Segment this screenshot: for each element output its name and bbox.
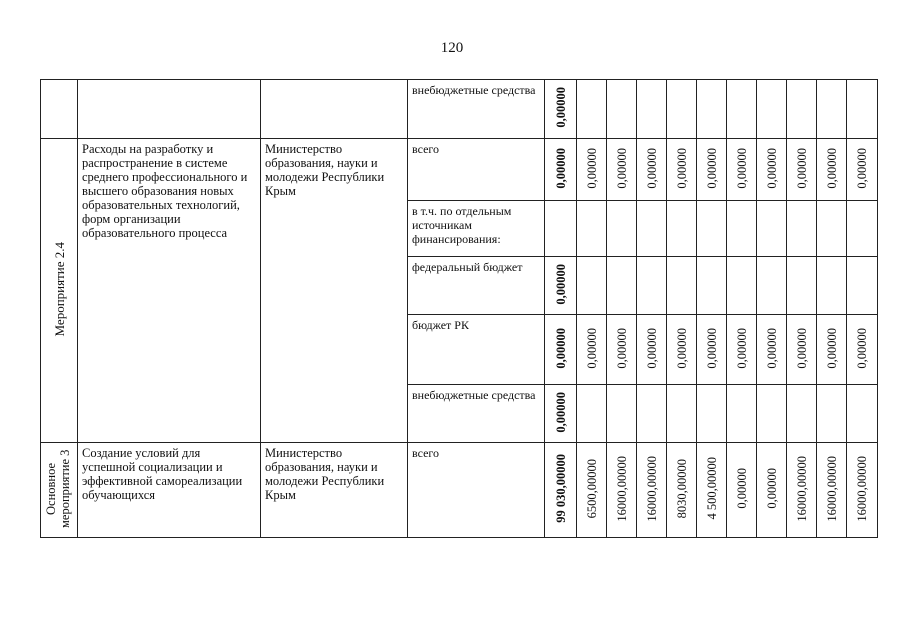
amount-value: 0,00000 xyxy=(794,147,809,189)
source-cell: внебюджетные средства xyxy=(408,80,545,139)
empty-cell xyxy=(697,257,727,315)
empty-cell xyxy=(607,201,637,257)
total-cell xyxy=(545,257,577,315)
empty-cell xyxy=(667,201,697,257)
amount-value: 0,00000 xyxy=(734,327,749,369)
empty-cell xyxy=(847,385,878,443)
year-amount-cell xyxy=(637,315,667,385)
year-amount-cell xyxy=(577,315,607,385)
empty-cell xyxy=(607,257,637,315)
empty-cell xyxy=(727,257,757,315)
table-row xyxy=(41,80,878,139)
amount-value: 0,00000 xyxy=(553,263,568,305)
empty-cell xyxy=(787,80,817,139)
source-cell: бюджет РК xyxy=(408,315,545,385)
total-cell xyxy=(545,443,577,538)
year-amount-cell xyxy=(817,315,847,385)
empty-cell xyxy=(727,80,757,139)
budget-table xyxy=(40,79,878,538)
empty-cell xyxy=(697,385,727,443)
amount-value: 0,00000 xyxy=(704,327,719,369)
amount-value: 16000,00000 xyxy=(614,455,629,522)
empty-cell xyxy=(757,385,787,443)
amount-value: 0,00000 xyxy=(584,147,599,189)
measure-description: Создание условий для успешной социализации и эффективной самореализации обучающихся xyxy=(78,443,261,538)
source-cell: в т.ч. по отдельным источникам финансирования: xyxy=(408,201,545,257)
empty-cell xyxy=(41,80,78,139)
year-amount-cell xyxy=(787,315,817,385)
empty-cell xyxy=(847,201,878,257)
empty-cell xyxy=(607,385,637,443)
year-amount-cell xyxy=(607,139,637,201)
amount-value: 0,00000 xyxy=(855,147,869,189)
empty-cell xyxy=(727,385,757,443)
amount-value: 0,00000 xyxy=(855,327,869,369)
empty-cell xyxy=(817,201,847,257)
amount-value: 0,00000 xyxy=(734,468,749,509)
empty-cell xyxy=(817,257,847,315)
year-amount-cell xyxy=(637,443,667,538)
empty-cell xyxy=(667,385,697,443)
amount-value: 0,00000 xyxy=(824,147,839,189)
empty-cell xyxy=(607,80,637,139)
amount-value: 0,00000 xyxy=(553,327,568,369)
year-amount-cell xyxy=(667,315,697,385)
measure-label: Мероприятие 2.4 xyxy=(51,241,67,337)
year-amount-cell xyxy=(577,443,607,538)
year-amount-cell xyxy=(727,139,757,201)
year-amount-cell xyxy=(847,139,878,201)
table-row xyxy=(41,443,878,538)
amount-value: 0,00000 xyxy=(764,468,779,509)
year-amount-cell xyxy=(727,315,757,385)
amount-value: 0,00000 xyxy=(614,327,629,369)
year-amount-cell xyxy=(787,139,817,201)
measure-label: Основное мероприятие 3 xyxy=(44,449,72,528)
empty-cell xyxy=(787,257,817,315)
amount-value: 0,00000 xyxy=(553,87,568,128)
empty-cell xyxy=(757,80,787,139)
empty-cell xyxy=(577,385,607,443)
empty-cell xyxy=(757,257,787,315)
source-cell: федеральный бюджет xyxy=(408,257,545,315)
amount-value: 16000,00000 xyxy=(644,455,659,522)
amount-value: 8030,00000 xyxy=(674,458,689,519)
year-amount-cell xyxy=(787,443,817,538)
year-amount-cell xyxy=(847,443,878,538)
empty-cell xyxy=(577,257,607,315)
total-cell xyxy=(545,80,577,139)
amount-value: 0,00000 xyxy=(764,327,779,369)
year-amount-cell xyxy=(607,443,637,538)
empty-cell xyxy=(817,80,847,139)
amount-value: 0,00000 xyxy=(553,147,568,189)
year-amount-cell xyxy=(697,443,727,538)
measure-label-cell xyxy=(41,443,78,538)
amount-value: 4 500,00000 xyxy=(704,457,719,520)
year-amount-cell xyxy=(607,315,637,385)
year-amount-cell xyxy=(757,139,787,201)
amount-value: 0,00000 xyxy=(704,147,719,189)
total-cell xyxy=(545,385,577,443)
year-amount-cell xyxy=(847,315,878,385)
empty-cell xyxy=(787,201,817,257)
year-amount-cell xyxy=(667,139,697,201)
amount-value: 0,00000 xyxy=(734,147,749,189)
amount-value: 0,00000 xyxy=(674,327,689,369)
empty-cell xyxy=(637,201,667,257)
source-cell: всего xyxy=(408,443,545,538)
measure-executor: Министерство образования, науки и молодежи Республики Крым xyxy=(261,443,408,538)
amount-value: 0,00000 xyxy=(614,147,629,189)
measure-description: Расходы на разработку и распространение в системе среднего профессионального и высшего образования новых образовательных технологий, форм организации образовательного процесса xyxy=(78,139,261,443)
amount-value: 6500,00000 xyxy=(584,458,599,519)
year-amount-cell xyxy=(697,315,727,385)
year-amount-cell xyxy=(817,443,847,538)
year-amount-cell xyxy=(757,443,787,538)
year-amount-cell xyxy=(577,139,607,201)
year-amount-cell xyxy=(727,443,757,538)
amount-value: 16000,00000 xyxy=(794,455,809,522)
year-amount-cell xyxy=(697,139,727,201)
amount-value: 0,00000 xyxy=(553,391,568,433)
empty-cell xyxy=(637,80,667,139)
empty-cell xyxy=(727,201,757,257)
amount-value: 16000,00000 xyxy=(824,455,839,522)
source-cell: внебюджетные средства xyxy=(408,385,545,443)
empty-cell xyxy=(757,201,787,257)
page-number: 120 xyxy=(440,40,464,56)
empty-cell xyxy=(637,385,667,443)
empty-cell xyxy=(577,80,607,139)
amount-value: 0,00000 xyxy=(644,327,659,369)
amount-value: 0,00000 xyxy=(794,327,809,369)
empty-cell xyxy=(545,201,577,257)
empty-cell xyxy=(697,80,727,139)
empty-cell xyxy=(667,80,697,139)
total-cell xyxy=(545,315,577,385)
empty-cell xyxy=(667,257,697,315)
amount-value: 0,00000 xyxy=(584,327,599,369)
amount-value: 0,00000 xyxy=(644,147,659,189)
table-row xyxy=(41,139,878,201)
amount-value: 0,00000 xyxy=(674,147,689,189)
year-amount-cell xyxy=(637,139,667,201)
empty-cell xyxy=(637,257,667,315)
empty-cell xyxy=(261,80,408,139)
amount-value: 99 030,00000 xyxy=(553,454,568,523)
amount-value: 16000,00000 xyxy=(855,455,869,522)
measure-label-cell xyxy=(41,139,78,443)
year-amount-cell xyxy=(757,315,787,385)
year-amount-cell xyxy=(817,139,847,201)
amount-value: 0,00000 xyxy=(764,147,779,189)
empty-cell xyxy=(78,80,261,139)
empty-cell xyxy=(847,257,878,315)
empty-cell xyxy=(787,385,817,443)
empty-cell xyxy=(817,385,847,443)
empty-cell xyxy=(697,201,727,257)
year-amount-cell xyxy=(667,443,697,538)
empty-cell xyxy=(577,201,607,257)
empty-cell xyxy=(847,80,878,139)
source-cell: всего xyxy=(408,139,545,201)
amount-value: 0,00000 xyxy=(824,327,839,369)
measure-executor: Министерство образования, науки и молодежи Республики Крым xyxy=(261,139,408,443)
total-cell xyxy=(545,139,577,201)
